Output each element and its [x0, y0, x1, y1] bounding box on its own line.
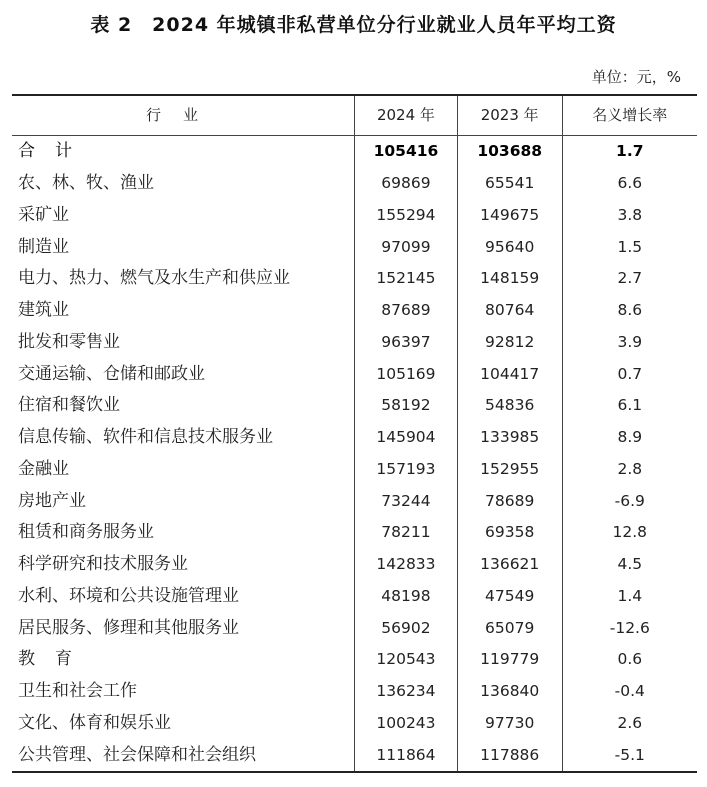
table-row [12, 231, 697, 263]
cell-industry: 房地产业 [18, 490, 86, 511]
table-row [12, 612, 697, 644]
cell-growth: 12.8 [562, 517, 697, 549]
cell-2023: 148159 [457, 263, 562, 295]
table-body [12, 136, 697, 773]
cell-growth: -6.9 [562, 485, 697, 517]
cell-2024: 87689 [355, 295, 458, 327]
cell-2024: 136234 [355, 676, 458, 708]
cell-growth: 0.6 [562, 644, 697, 676]
table-row [12, 676, 697, 708]
table-row [12, 644, 697, 676]
cell-2024: 120543 [355, 644, 458, 676]
cell-2023: 69358 [457, 517, 562, 549]
cell-2024: 97099 [355, 231, 458, 263]
table-row [12, 200, 697, 232]
cell-growth: -12.6 [562, 612, 697, 644]
cell-2023: 136840 [457, 676, 562, 708]
cell-2023: 133985 [457, 422, 562, 454]
cell-2024: 142833 [355, 549, 458, 581]
cell-2023: 47549 [457, 581, 562, 613]
table-row [12, 549, 697, 581]
cell-growth: -0.4 [562, 676, 697, 708]
cell-2023: 117886 [457, 739, 562, 772]
cell-growth: 2.6 [562, 708, 697, 740]
cell-industry: 信息传输、软件和信息技术服务业 [18, 427, 273, 448]
cell-2024: 155294 [355, 200, 458, 232]
cell-2023: 78689 [457, 485, 562, 517]
cell-growth: 4.5 [562, 549, 697, 581]
cell-industry: 合计 [18, 141, 92, 162]
table-row [12, 422, 697, 454]
cell-growth: 2.7 [562, 263, 697, 295]
cell-industry: 水利、环境和公共设施管理业 [18, 585, 239, 606]
cell-2024: 111864 [355, 739, 458, 772]
cell-2023: 119779 [457, 644, 562, 676]
cell-industry: 公共管理、社会保障和社会组织 [12, 739, 355, 772]
cell-growth: 8.6 [562, 295, 697, 327]
cell-2023: 65079 [457, 612, 562, 644]
table-row [12, 454, 697, 486]
cell-2024: 145904 [355, 422, 458, 454]
cell-2024: 58192 [355, 390, 458, 422]
cell-growth: 1.4 [562, 581, 697, 613]
table-row [12, 581, 697, 613]
table-header-row [12, 95, 697, 136]
cell-2023: 54836 [457, 390, 562, 422]
cell-industry: 批发和零售业 [18, 331, 120, 352]
cell-industry: 采矿业 [18, 204, 69, 225]
cell-2023: 65541 [457, 168, 562, 200]
header-growth: 名义增长率 [562, 95, 697, 136]
table-row [12, 295, 697, 327]
cell-growth: 6.6 [562, 168, 697, 200]
cell-2024: 96397 [355, 327, 458, 359]
table-title: 表 2 2024 年城镇非私营单位分行业就业人员年平均工资 [90, 14, 617, 36]
cell-2024: 56902 [355, 612, 458, 644]
header-2023: 2023 年 [457, 95, 562, 136]
cell-industry: 教育 [18, 649, 92, 670]
cell-2023: 152955 [457, 454, 562, 486]
table-row [12, 390, 697, 422]
table-row [12, 168, 697, 200]
cell-industry: 居民服务、修理和其他服务业 [18, 617, 239, 638]
cell-industry: 制造业 [18, 236, 69, 257]
cell-2024: 78211 [355, 517, 458, 549]
cell-2023: 104417 [457, 358, 562, 390]
cell-2024: 73244 [355, 485, 458, 517]
cell-industry: 住宿和餐饮业 [18, 395, 120, 416]
header-industry: 行业 [12, 95, 355, 136]
cell-2023: 80764 [457, 295, 562, 327]
cell-industry: 卫生和社会工作 [18, 681, 137, 702]
table-row [12, 708, 697, 740]
cell-2024: 152145 [355, 263, 458, 295]
cell-growth: 1.7 [562, 136, 697, 168]
cell-industry: 交通运输、仓储和邮政业 [18, 363, 205, 384]
cell-2023: 92812 [457, 327, 562, 359]
cell-industry: 租赁和商务服务业 [18, 522, 154, 543]
cell-growth: 8.9 [562, 422, 697, 454]
cell-growth: -5.1 [562, 739, 697, 772]
cell-growth: 2.8 [562, 454, 697, 486]
cell-2023: 95640 [457, 231, 562, 263]
cell-industry: 科学研究和技术服务业 [18, 554, 188, 575]
cell-growth: 3.8 [562, 200, 697, 232]
cell-2024: 48198 [355, 581, 458, 613]
cell-2024: 100243 [355, 708, 458, 740]
cell-industry: 文化、体育和娱乐业 [18, 712, 171, 733]
cell-industry: 农、林、牧、渔业 [18, 173, 154, 194]
cell-2023: 103688 [457, 136, 562, 168]
cell-industry: 建筑业 [18, 300, 69, 321]
cell-growth: 6.1 [562, 390, 697, 422]
cell-industry: 金融业 [18, 458, 69, 479]
table-row [12, 327, 697, 359]
header-2024: 2024 年 [355, 95, 458, 136]
cell-growth: 0.7 [562, 358, 697, 390]
cell-2024: 69869 [355, 168, 458, 200]
table-row [12, 517, 697, 549]
table-row-total [12, 136, 697, 168]
table-row [12, 358, 697, 390]
table-row [12, 263, 697, 295]
cell-2024: 157193 [355, 454, 458, 486]
cell-industry: 电力、热力、燃气及水生产和供应业 [18, 268, 290, 289]
cell-growth: 3.9 [562, 327, 697, 359]
cell-2024: 105416 [355, 136, 458, 168]
cell-2023: 136621 [457, 549, 562, 581]
cell-2024: 105169 [355, 358, 458, 390]
cell-2023: 149675 [457, 200, 562, 232]
table-row [12, 739, 697, 772]
wage-table [12, 94, 697, 773]
unit-label: 单位：元，% [591, 68, 681, 86]
cell-2023: 97730 [457, 708, 562, 740]
table-row [12, 485, 697, 517]
cell-growth: 1.5 [562, 231, 697, 263]
